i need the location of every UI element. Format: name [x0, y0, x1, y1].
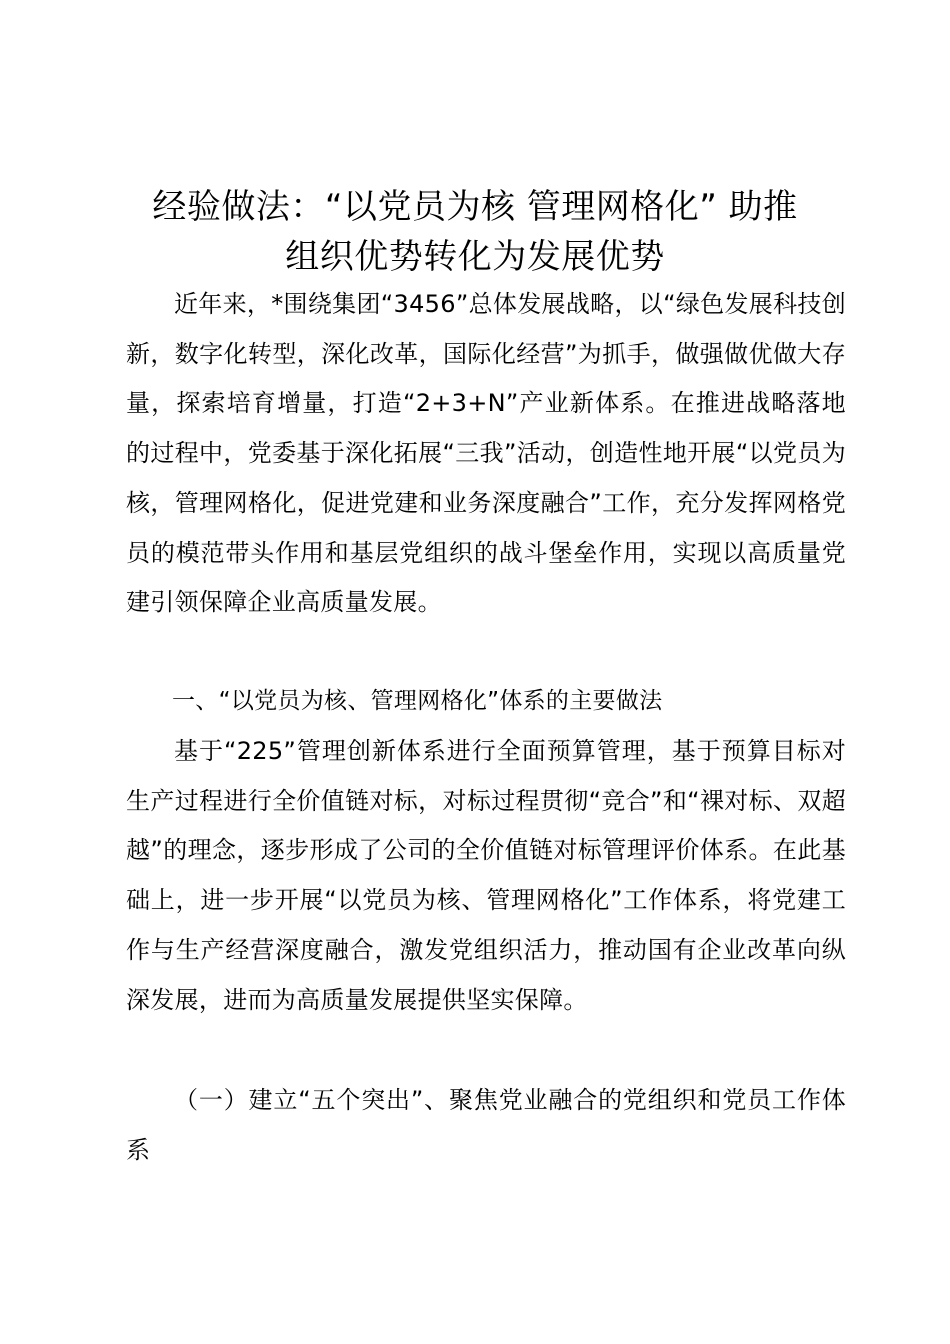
document-title-line-2: 组织优势转化为发展优势	[285, 237, 665, 277]
document-title-line-1: 经验做法：“以党员为核 管理网格化” 助推	[152, 187, 798, 227]
subsection-heading-1: （一）建立“五个突出”、聚焦党业融合的党组织和党员工作体系	[126, 1086, 846, 1164]
section-body-paragraph: 基于“225”管理创新体系进行全面预算管理，基于预算目标对生产过程进行全价值链对标，对标过程贯彻“竞合”和“裸对标、双超越”的理念，逐步形成了公司的全价值链对标管理评价体系。在此基础上，进一步开展“以党员为核、管理网格化”工作体系，将党建工作与生产经营深度融合，激发党组织活力，推动国有企业改革向纵深发展，进而为高质量发展提供坚实保障。	[126, 737, 846, 1014]
intro-paragraph: 近年来，*围绕集团“3456”总体发展战略，以“绿色发展科技创新，数字化转型，深化改革，国际化经营”为抓手，做强做优做大存量，探索培育增量，打造“2+3+N”产业新体系。在推进战略落地的过程中，党委基于深化拓展“三我”活动，创造性地开展“以党员为核，管理网格化，促进党建和业务深度融合”工作，充分发挥网格党员的模范带头作用和基层党组织的战斗堡垒作用，实现以高质量党建引领保障企业高质量发展。	[126, 290, 846, 617]
section-heading-1: 一、“以党员为核、管理网格化”体系的主要做法	[172, 688, 663, 714]
